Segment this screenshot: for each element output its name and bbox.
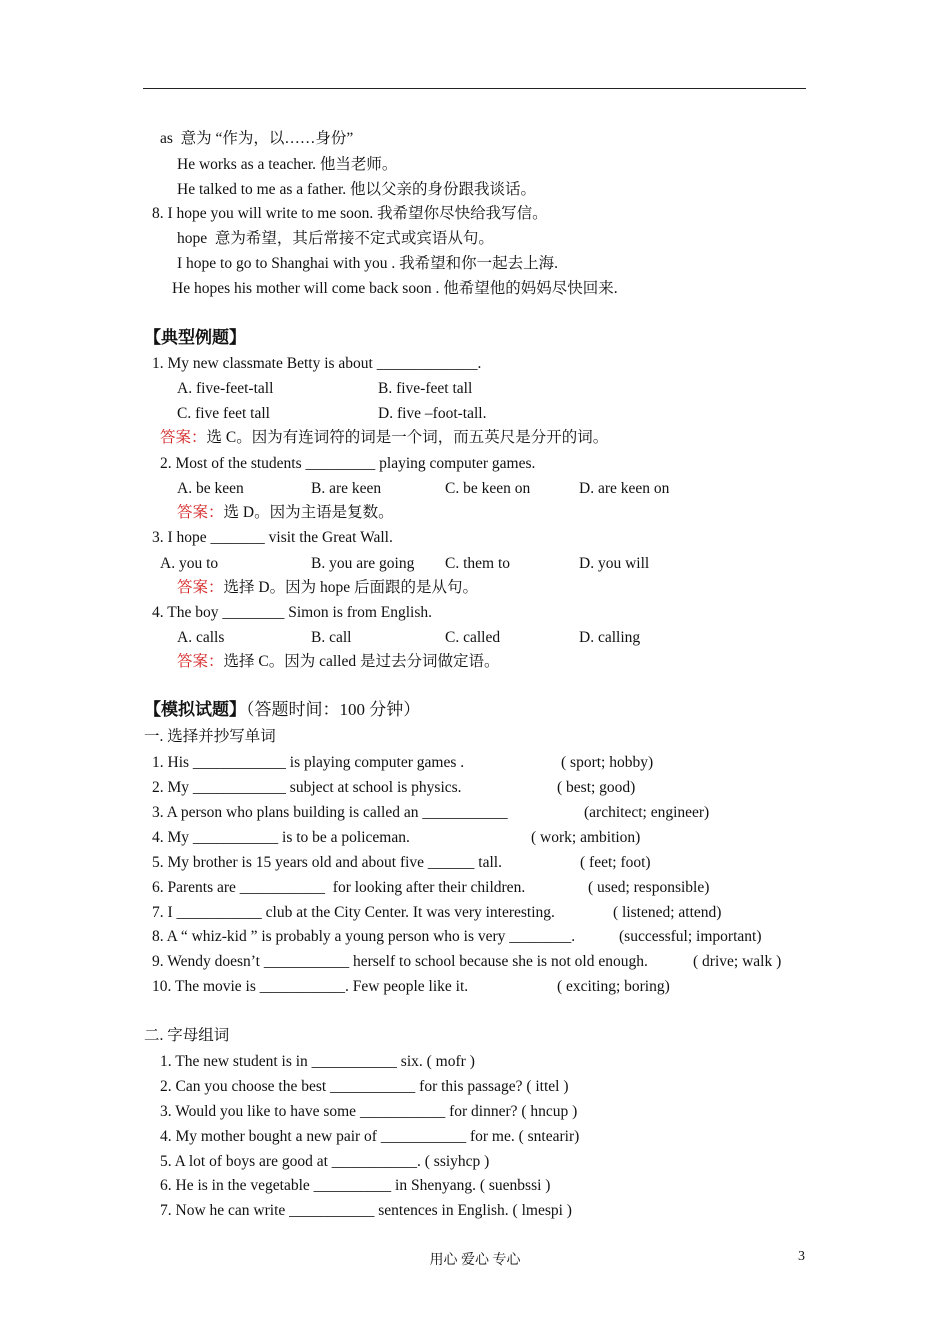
- s2-item-4: 4. My mother bought a new pair of ___________ for me. ( sntearir): [160, 1128, 580, 1145]
- s1-item-7-options: ( listened; attend): [613, 904, 722, 921]
- note-as-example-1: He works as a teacher. 他当老师。: [177, 156, 398, 173]
- s2-item-5: 5. A lot of boys are good at ___________. ( ssiyhcp ): [160, 1153, 490, 1170]
- example-2-answer: [177, 503, 394, 523]
- mock-time-note: （答题时间：100 分钟）: [246, 700, 421, 719]
- example-4-option-c: C. called: [445, 629, 501, 646]
- s1-item-2-options: ( best; good): [557, 779, 636, 796]
- section-1-title: 一. 选择并抄写单词: [144, 728, 276, 745]
- example-3-option-d: D. you will: [579, 555, 650, 572]
- mock-heading-line: [144, 700, 420, 721]
- s1-item-9-text: 9. Wendy doesn’t ___________ herself to school because she is not old enough.: [152, 953, 648, 970]
- s1-item-7-text: 7. I ___________ club at the City Center. It was very interesting.: [152, 904, 555, 921]
- s2-item-2: 2. Can you choose the best ___________ for this passage? ( ittel ): [160, 1078, 569, 1095]
- note-as-definition: as 意为 “作为，以……身份”: [160, 130, 354, 147]
- s1-item-4-text: 4. My ___________ is to be a policeman.: [152, 829, 410, 846]
- note-hope-definition: hope 意为希望，其后常接不定式或宾语从句。: [177, 230, 494, 247]
- s2-item-3: 3. Would you like to have some ___________ for dinner? ( hncup ): [160, 1103, 578, 1120]
- s1-item-5-options: ( feet; foot): [580, 854, 651, 871]
- example-1-option-b: B. five-feet tall: [378, 380, 473, 397]
- example-1-option-c: C. five feet tall: [177, 405, 270, 422]
- s1-item-8-options: (successful; important): [619, 928, 762, 945]
- example-4-answer: [177, 652, 499, 672]
- example-4-option-b: B. call: [311, 629, 352, 646]
- answer-label: 答案：: [160, 429, 207, 446]
- example-4-option-d: D. calling: [579, 629, 641, 646]
- s2-item-6: 6. He is in the vegetable __________ in Shenyang. ( suenbssi ): [160, 1177, 551, 1194]
- s1-item-3-text: 3. A person who plans building is called an ___________: [152, 804, 508, 821]
- page-number: 3: [798, 1249, 805, 1264]
- s2-item-7: 7. Now he can write ___________ sentences in English. ( lmespi ): [160, 1202, 572, 1219]
- footer-motto: 用心 爱心 专心: [429, 1253, 521, 1268]
- example-1-answer: [160, 428, 608, 448]
- s1-item-10-options: ( exciting; boring): [557, 978, 670, 995]
- example-3-option-c: C. them to: [445, 555, 511, 572]
- s1-item-6-options: ( used; responsible): [588, 879, 710, 896]
- note-hope-example-2: He hopes his mother will come back soon . 他希望他的妈妈尽快回来.: [172, 280, 618, 297]
- example-4-stem: 4. The boy ________ Simon is from English.: [152, 604, 433, 621]
- example-1-option-a: A. five-feet-tall: [177, 380, 274, 397]
- example-3-option-b: B. you are going: [311, 555, 415, 572]
- example-2-option-a: A. be keen: [177, 480, 244, 497]
- s1-item-1-options: ( sport; hobby): [561, 754, 654, 771]
- s1-item-5-text: 5. My brother is 15 years old and about five ______ tall.: [152, 854, 502, 871]
- s1-item-1-text: 1. His ____________ is playing computer games .: [152, 754, 465, 771]
- s2-item-1: 1. The new student is in ___________ six. ( mofr ): [160, 1053, 475, 1070]
- example-3-option-a: A. you to: [160, 555, 219, 572]
- example-3-answer: [177, 578, 478, 598]
- answer-label: 答案：: [177, 653, 224, 670]
- header-rule: [143, 88, 806, 89]
- s1-item-3-options: (architect; engineer): [584, 804, 710, 821]
- s1-item-4-options: ( work; ambition): [531, 829, 641, 846]
- example-3-stem: 3. I hope _______ visit the Great Wall.: [152, 529, 393, 546]
- note-as-example-2: He talked to me as a father. 他以父亲的身份跟我谈话。: [177, 181, 537, 198]
- s1-item-9-options: ( drive; walk ): [693, 953, 782, 970]
- s1-item-6-text: 6. Parents are ___________ for looking after their children.: [152, 879, 526, 896]
- note-item-8: 8. I hope you will write to me soon. 我希望你尽快给我写信。: [152, 205, 548, 222]
- answer-text: 选 C。因为有连词符的词是一个词，而五英尺是分开的词。: [206, 429, 609, 446]
- section-2-title: 二. 字母组词: [144, 1027, 230, 1044]
- answer-label: 答案：: [177, 579, 224, 596]
- example-1-option-d: D. five –foot-tall.: [378, 405, 487, 422]
- example-2-option-c: C. be keen on: [445, 480, 531, 497]
- s1-item-8-text: 8. A “ whiz-kid ” is probably a young person who is very ________.: [152, 928, 576, 945]
- example-1-stem: 1. My new classmate Betty is about _____________.: [152, 355, 482, 372]
- answer-label: 答案：: [177, 504, 224, 521]
- s1-item-10-text: 10. The movie is ___________. Few people like it.: [152, 978, 469, 995]
- answer-text: 选择 D。因为 hope 后面跟的是从句。: [223, 579, 478, 596]
- example-4-option-a: A. calls: [177, 629, 225, 646]
- example-2-option-d: D. are keen on: [579, 480, 670, 497]
- answer-text: 选 D。因为主语是复数。: [223, 504, 394, 521]
- example-2-stem: 2. Most of the students _________ playing computer games.: [160, 455, 536, 472]
- examples-heading: 【典型例题】: [144, 328, 246, 347]
- answer-text: 选择 C。因为 called 是过去分词做定语。: [223, 653, 500, 670]
- s1-item-2-text: 2. My ____________ subject at school is physics.: [152, 779, 462, 796]
- example-2-option-b: B. are keen: [311, 480, 382, 497]
- mock-heading: 【模拟试题】: [144, 700, 246, 719]
- note-hope-example-1: I hope to go to Shanghai with you . 我希望和你一起去上海.: [177, 255, 559, 272]
